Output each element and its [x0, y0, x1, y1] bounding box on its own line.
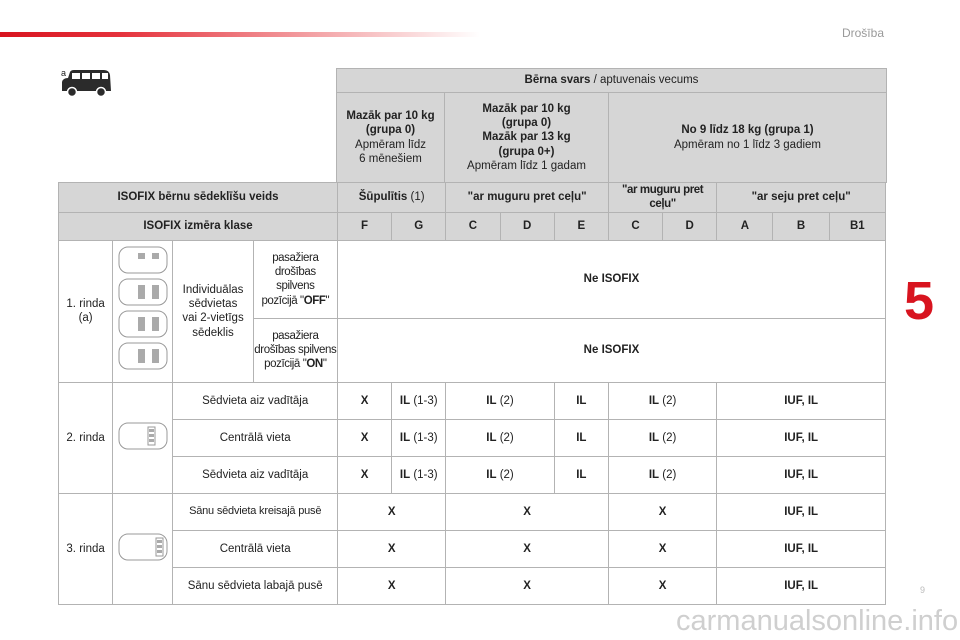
value-cell: IL	[554, 456, 608, 493]
row3-seat-diagram	[113, 493, 173, 604]
airbag-off-cell: pasažiera drošības spilvens pozīcijā "OFF"	[253, 240, 337, 318]
section-title: Drošība	[841, 26, 884, 40]
value-cell: IL (2)	[608, 382, 716, 419]
type-rear-facing-2: "ar muguru pret ceļu"	[608, 183, 716, 213]
value-cell: X	[446, 567, 609, 604]
value-cell: X	[337, 456, 391, 493]
type-row	[59, 183, 886, 213]
size-class: E	[554, 212, 608, 240]
size-class: B1	[829, 212, 885, 240]
size-class: G	[392, 212, 446, 240]
value-cell: IUF, IL	[717, 382, 886, 419]
value-cell: X	[337, 567, 445, 604]
row1-off	[59, 240, 886, 318]
van-label: a	[61, 68, 67, 78]
value-cell: X	[337, 530, 445, 567]
row1-label: 1. rinda (a)	[59, 240, 113, 382]
value-cell: IL	[554, 382, 608, 419]
size-class: D	[500, 212, 554, 240]
type-rear-facing-1: "ar muguru pret ceļu"	[446, 183, 609, 213]
airbag-on-cell: pasažiera drošības spilvens pozīcijā "ON"	[253, 318, 337, 382]
value-cell: IUF, IL	[717, 419, 886, 456]
isofix-table	[58, 182, 886, 605]
value-cell: IL (2)	[446, 419, 554, 456]
value-cell: X	[446, 493, 609, 530]
row2-seat-diagram	[113, 382, 173, 493]
group-cell-1: Mazāk par 10 kg (grupa 0) Apmēram līdz 6 mēnešiem	[337, 93, 445, 183]
size-row	[59, 212, 886, 240]
type-forward-facing: "ar seju pret ceļu"	[717, 183, 886, 213]
type-row-label: ISOFIX bērnu sēdeklīšu veids	[59, 183, 338, 213]
third-row-diagram-icon	[116, 532, 170, 562]
row3-seat-label: Sānu sēdvieta kreisajā pusē	[173, 493, 338, 530]
row3-seat-1	[59, 493, 886, 530]
size-row-label: ISOFIX izmēra klase	[59, 212, 338, 240]
row3-seat-3	[59, 567, 886, 604]
value-cell: IL (2)	[446, 456, 554, 493]
chapter-number: 5	[904, 271, 935, 331]
row2-seat-1	[59, 382, 886, 419]
watermark: carmanualsonline.info	[676, 605, 959, 637]
type-cradle: Šūpulītis (1)	[337, 183, 445, 213]
row2-label: 2. rinda	[59, 382, 113, 493]
value-cell: X	[337, 419, 391, 456]
second-row-diagram-icon	[116, 421, 170, 451]
row1-seat-diagram	[113, 240, 173, 382]
row1-on-value: Ne ISOFIX	[337, 318, 885, 382]
row2-seat-label: Centrālā vieta	[173, 419, 338, 456]
size-class: C	[608, 212, 662, 240]
row3-seat-label: Sānu sēdvieta labajā pusē	[173, 567, 338, 604]
size-class: F	[337, 212, 391, 240]
value-cell: IUF, IL	[717, 493, 886, 530]
value-cell: IL (2)	[446, 382, 554, 419]
weight-group-table	[336, 68, 887, 183]
row2-seat-label: Sēdvieta aiz vadītāja	[173, 382, 338, 419]
row3-seat-2	[59, 530, 886, 567]
row1-off-value: Ne ISOFIX	[337, 240, 885, 318]
value-cell: X	[608, 567, 716, 604]
value-cell: IL	[554, 419, 608, 456]
header-accent-bar	[0, 32, 480, 37]
group-cell-3: No 9 līdz 18 kg (grupa 1) Apmēram no 1 līdz 3 gadiem	[609, 93, 887, 183]
row3-label: 3. rinda	[59, 493, 113, 604]
value-cell: X	[608, 493, 716, 530]
value-cell: X	[337, 382, 391, 419]
row2-seat-label: Sēdvieta aiz vadītāja	[173, 456, 338, 493]
value-cell: IL (1-3)	[392, 382, 446, 419]
value-cell: IL (1-3)	[392, 456, 446, 493]
value-cell: IUF, IL	[717, 456, 886, 493]
size-class: D	[663, 212, 717, 240]
row2-seat-3	[59, 456, 886, 493]
row1-seat-desc: Individuālas sēdvietas vai 2-vietīgs sēdeklis	[173, 240, 253, 382]
value-cell: IUF, IL	[717, 530, 886, 567]
size-class: C	[446, 212, 500, 240]
value-cell: X	[337, 493, 445, 530]
value-cell: IL (1-3)	[392, 419, 446, 456]
row2-seat-2	[59, 419, 886, 456]
row3-seat-label: Centrālā vieta	[173, 530, 338, 567]
page-number: 9	[920, 585, 926, 595]
weight-title: Bērna svars / aptuvenais vecums	[337, 69, 887, 93]
value-cell: IL (2)	[608, 419, 716, 456]
group-cell-2: Mazāk par 10 kg (grupa 0) Mazāk par 13 kg (grupa 0+) Apmēram līdz 1 gadam	[445, 93, 609, 183]
size-class: A	[717, 212, 773, 240]
value-cell: IL (2)	[608, 456, 716, 493]
value-cell: IUF, IL	[717, 567, 886, 604]
van-icon	[60, 68, 112, 98]
value-cell: X	[608, 530, 716, 567]
size-class: B	[773, 212, 829, 240]
front-seat-diagram-icon	[116, 245, 170, 373]
value-cell: X	[446, 530, 609, 567]
